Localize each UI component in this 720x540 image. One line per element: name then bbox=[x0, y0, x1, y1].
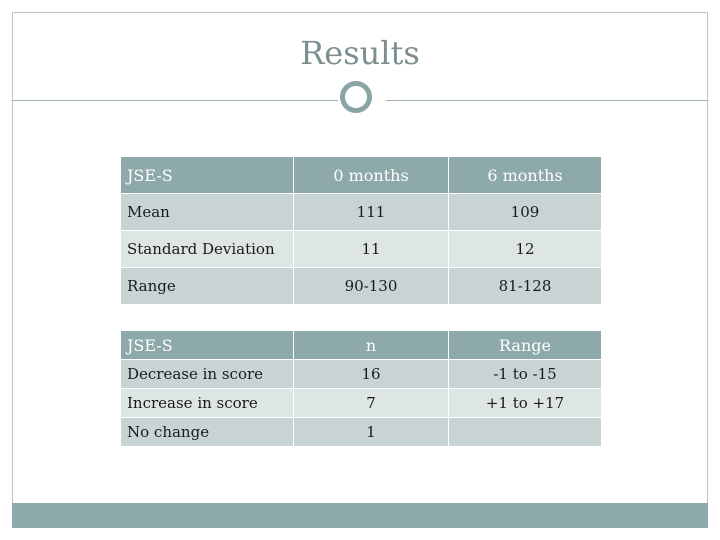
table-row bbox=[121, 418, 602, 447]
header-cell: JSE-S bbox=[121, 157, 294, 194]
table-cell: 11 bbox=[294, 231, 449, 268]
row-label: Mean bbox=[121, 194, 294, 231]
table-cell: 1 bbox=[294, 418, 449, 447]
table-cell: 90-130 bbox=[294, 268, 449, 305]
table-row bbox=[121, 268, 602, 305]
table-cell: +1 to +17 bbox=[449, 389, 602, 418]
table-row bbox=[121, 194, 602, 231]
table-cell: 7 bbox=[294, 389, 449, 418]
title-rule-right bbox=[386, 100, 708, 101]
table-cell: 16 bbox=[294, 360, 449, 389]
header-cell: 6 months bbox=[449, 157, 602, 194]
score-change-table bbox=[120, 330, 602, 447]
table-cell: 81-128 bbox=[449, 268, 602, 305]
header-cell: n bbox=[294, 331, 449, 360]
statistics-table bbox=[120, 156, 602, 305]
table-cell bbox=[449, 418, 602, 447]
table-header-row bbox=[121, 331, 602, 360]
row-label: Range bbox=[121, 268, 294, 305]
row-label: Standard Deviation bbox=[121, 231, 294, 268]
table-cell: 111 bbox=[294, 194, 449, 231]
header-cell: JSE-S bbox=[121, 331, 294, 360]
row-label: Decrease in score bbox=[121, 360, 294, 389]
table-cell: 109 bbox=[449, 194, 602, 231]
table-row bbox=[121, 389, 602, 418]
row-label: No change bbox=[121, 418, 294, 447]
row-label: Increase in score bbox=[121, 389, 294, 418]
title-rule-left bbox=[12, 100, 338, 101]
table-row bbox=[121, 231, 602, 268]
table-header-row bbox=[121, 157, 602, 194]
header-cell: 0 months bbox=[294, 157, 449, 194]
table-cell: -1 to -15 bbox=[449, 360, 602, 389]
table-cell: 12 bbox=[449, 231, 602, 268]
table-row bbox=[121, 360, 602, 389]
circle-ornament-icon bbox=[340, 81, 372, 113]
slide-title: Results bbox=[300, 34, 420, 72]
footer-bar bbox=[12, 503, 708, 528]
header-cell: Range bbox=[449, 331, 602, 360]
